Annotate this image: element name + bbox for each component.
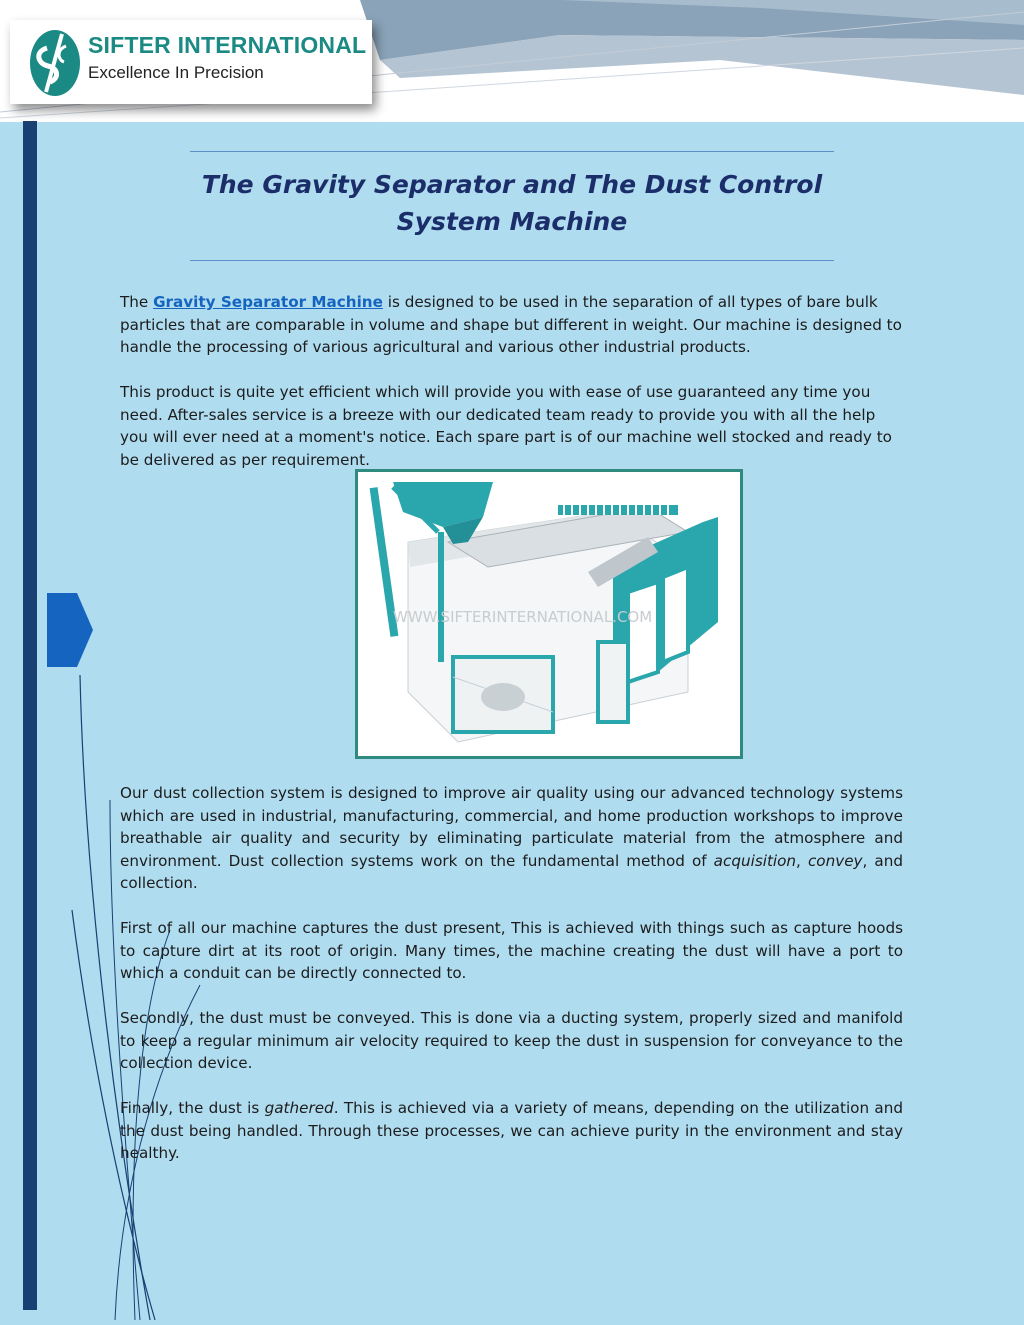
convey-paragraph: Secondly, the dust must be conveyed. This is done via a ducting system, properly sized and manifold to keep a regular minimum air velocity required to keep the dust in suspension for conveyance to the collection device. [120,1009,903,1072]
gather-paragraph [120,1097,903,1165]
gravity-separator-illustration [358,472,740,756]
capture-paragraph: First of all our machine captures the dust present, This is achieved with things such as capture hoods to capture dirt at its root of origin. Many times, the machine creating the dust will have a port to which a conduit can be directly connected to. [120,919,903,982]
intro-text-body: is designed to be used in the separation of all types of bare bulk particles that are comparable in volume and shape but different in weight. Our machine is designed to handle the processing of various agricultural and various other industrial products. [120,293,902,356]
emphasis-separator: , [796,851,808,870]
page-title: The Gravity Separator and The Dust Control System Machine [201,170,823,236]
service-paragraph: This product is quite yet efficient which will provide you with ease of use guaranteed any time you need. After-sales service is a breeze with our dedicated team ready to provide you with all the help you will ever need at a moment's notice. Each spare part is of our machine well stocked and ready to be delivered as per requirement. [120,383,892,469]
brand-name: SIFTER INTERNATIONAL [88,32,367,58]
sifter-logo-icon [24,28,86,98]
arrow-right-icon [47,593,93,667]
gravity-separator-link[interactable]: Gravity Separator Machine [153,293,383,311]
intro-text-lead: The [120,293,154,311]
title-top-rule [190,151,834,152]
dust-collection-text: Our dust collection system is designed to improve air quality using our advanced technology systems which are used in industrial, manufacturing, commercial, and home production workshops to improve breathable air quality and security by eliminating particulate material from the atmosphere and environment. Dust collection systems work on the fundamental method of [120,784,903,870]
gather-text-lead: Finally, the dust is [120,1099,265,1117]
logo-box[interactable] [10,20,372,104]
machine-image [355,469,743,759]
title-bottom-rule [190,260,834,261]
emphasis-gathered: gathered [264,1099,334,1117]
dust-collection-tail: , and collection. [120,851,903,892]
image-watermark: WWW.SIFTERINTERNATIONAL.COM [393,608,653,626]
intro-paragraph [120,291,903,359]
brand-tagline: Excellence In Precision [88,63,264,82]
emphasis-convey: convey [807,851,863,870]
gather-text-body: . This is achieved via a variety of means, depending on the utilization and the dust being handled. Through these processes, we can achieve purity in the environment and stay healthy. [120,1099,903,1162]
dust-collection-paragraph [120,782,903,895]
emphasis-acquisition: acquisition [713,851,797,870]
left-accent-bar [23,121,37,1310]
